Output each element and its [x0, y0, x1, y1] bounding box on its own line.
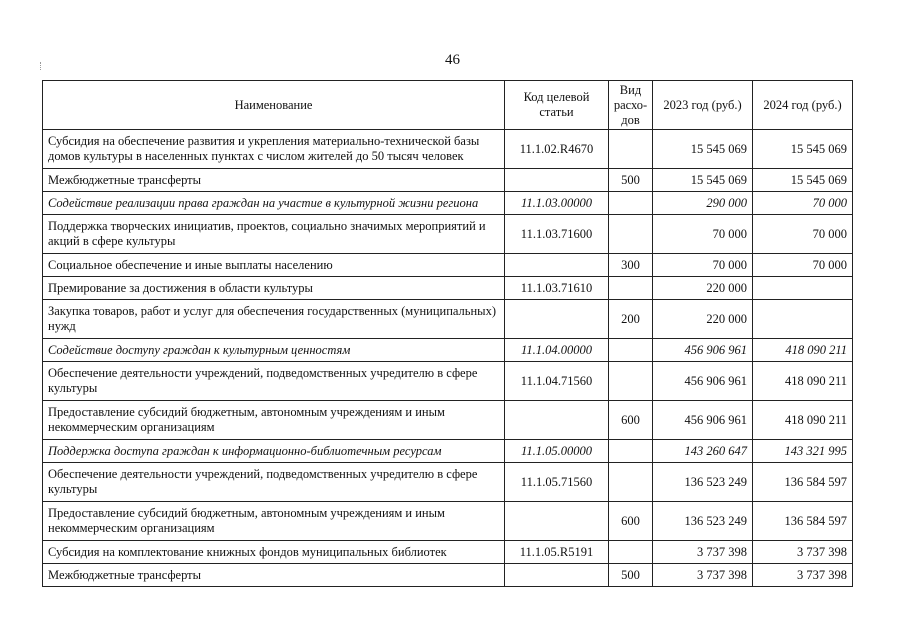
table-row	[43, 277, 853, 300]
table-row	[43, 401, 853, 440]
row-expense-type	[609, 339, 653, 362]
page-number: 46	[445, 52, 460, 68]
scan-artifact	[40, 62, 43, 70]
table-row	[43, 300, 853, 339]
row-value-2024	[753, 277, 853, 300]
row-code	[505, 300, 609, 339]
table-header-row	[43, 81, 853, 130]
row-code: 11.1.05.71560	[505, 463, 609, 502]
row-code: 11.1.05.00000	[505, 440, 609, 463]
row-value-2024: 136 584 597	[753, 463, 853, 502]
row-expense-type: 600	[609, 502, 653, 541]
row-expense-type	[609, 215, 653, 254]
row-name: Предоставление субсидий бюджетным, автономным учреждениям и иным некоммерческим организациям	[43, 502, 505, 541]
budget-table	[42, 80, 853, 587]
row-name: Содействие реализации права граждан на участие в культурной жизни региона	[43, 192, 505, 215]
row-value-2023: 15 545 069	[653, 169, 753, 192]
row-value-2024: 136 584 597	[753, 502, 853, 541]
table-row	[43, 541, 853, 564]
row-value-2024: 15 545 069	[753, 169, 853, 192]
row-code: 11.1.04.00000	[505, 339, 609, 362]
row-expense-type: 500	[609, 169, 653, 192]
table-row	[43, 362, 853, 401]
row-code	[505, 564, 609, 587]
row-value-2023: 3 737 398	[653, 541, 753, 564]
header-code: Код целевой статьи	[505, 81, 609, 130]
header-expense-type: Вид расхо-дов	[609, 81, 653, 130]
row-name: Субсидия на обеспечение развития и укрепления материально-технической базы домов культуры в населенных пунктах с числом жителей до 50 тысяч человек	[43, 130, 505, 169]
row-expense-type: 500	[609, 564, 653, 587]
row-value-2023: 220 000	[653, 300, 753, 339]
row-value-2023: 456 906 961	[653, 401, 753, 440]
row-value-2024: 418 090 211	[753, 339, 853, 362]
row-name: Обеспечение деятельности учреждений, подведомственных учредителю в сфере культуры	[43, 463, 505, 502]
row-name: Поддержка доступа граждан к информационно-библиотечным ресурсам	[43, 440, 505, 463]
header-year-2024: 2024 год (руб.)	[753, 81, 853, 130]
table-row	[43, 130, 853, 169]
header-name: Наименование	[43, 81, 505, 130]
row-expense-type	[609, 192, 653, 215]
row-expense-type	[609, 440, 653, 463]
row-expense-type: 300	[609, 254, 653, 277]
row-code: 11.1.04.71560	[505, 362, 609, 401]
row-expense-type	[609, 541, 653, 564]
table-row	[43, 502, 853, 541]
row-value-2024: 70 000	[753, 215, 853, 254]
row-name: Социальное обеспечение и иные выплаты населению	[43, 254, 505, 277]
row-value-2024: 70 000	[753, 254, 853, 277]
row-name: Межбюджетные трансферты	[43, 564, 505, 587]
row-name: Закупка товаров, работ и услуг для обеспечения государственных (муниципальных) нужд	[43, 300, 505, 339]
row-value-2024: 418 090 211	[753, 362, 853, 401]
row-name: Поддержка творческих инициатив, проектов, социально значимых мероприятий и акций в сфере культуры	[43, 215, 505, 254]
table-row	[43, 339, 853, 362]
row-expense-type	[609, 277, 653, 300]
row-code	[505, 254, 609, 277]
row-value-2023: 136 523 249	[653, 502, 753, 541]
row-value-2023: 70 000	[653, 215, 753, 254]
row-expense-type	[609, 130, 653, 169]
row-value-2024: 418 090 211	[753, 401, 853, 440]
row-expense-type	[609, 463, 653, 502]
row-code: 11.1.03.71610	[505, 277, 609, 300]
row-code: 11.1.03.71600	[505, 215, 609, 254]
row-value-2023: 136 523 249	[653, 463, 753, 502]
row-name: Межбюджетные трансферты	[43, 169, 505, 192]
row-name: Содействие доступу граждан к культурным ценностям	[43, 339, 505, 362]
row-value-2024: 15 545 069	[753, 130, 853, 169]
row-value-2024: 143 321 995	[753, 440, 853, 463]
row-value-2023: 290 000	[653, 192, 753, 215]
row-code	[505, 502, 609, 541]
row-code	[505, 401, 609, 440]
table-row	[43, 564, 853, 587]
table-row	[43, 215, 853, 254]
row-name: Обеспечение деятельности учреждений, подведомственных учредителю в сфере культуры	[43, 362, 505, 401]
table-row	[43, 254, 853, 277]
row-value-2023: 70 000	[653, 254, 753, 277]
table-row	[43, 440, 853, 463]
row-value-2023: 220 000	[653, 277, 753, 300]
row-value-2024: 70 000	[753, 192, 853, 215]
row-expense-type: 200	[609, 300, 653, 339]
table-body	[43, 130, 853, 587]
row-value-2023: 3 737 398	[653, 564, 753, 587]
row-code: 11.1.02.R4670	[505, 130, 609, 169]
row-value-2023: 456 906 961	[653, 362, 753, 401]
row-expense-type	[609, 362, 653, 401]
table-row	[43, 169, 853, 192]
table-row	[43, 463, 853, 502]
row-value-2024	[753, 300, 853, 339]
row-value-2024: 3 737 398	[753, 564, 853, 587]
row-value-2023: 15 545 069	[653, 130, 753, 169]
row-name: Предоставление субсидий бюджетным, автономным учреждениям и иным некоммерческим организациям	[43, 401, 505, 440]
row-value-2023: 143 260 647	[653, 440, 753, 463]
row-expense-type: 600	[609, 401, 653, 440]
header-year-2023: 2023 год (руб.)	[653, 81, 753, 130]
row-name: Премирование за достижения в области культуры	[43, 277, 505, 300]
row-code: 11.1.03.00000	[505, 192, 609, 215]
row-value-2024: 3 737 398	[753, 541, 853, 564]
row-name: Субсидия на комплектование книжных фондов муниципальных библиотек	[43, 541, 505, 564]
row-value-2023: 456 906 961	[653, 339, 753, 362]
row-code	[505, 169, 609, 192]
table-row	[43, 192, 853, 215]
row-code: 11.1.05.R5191	[505, 541, 609, 564]
